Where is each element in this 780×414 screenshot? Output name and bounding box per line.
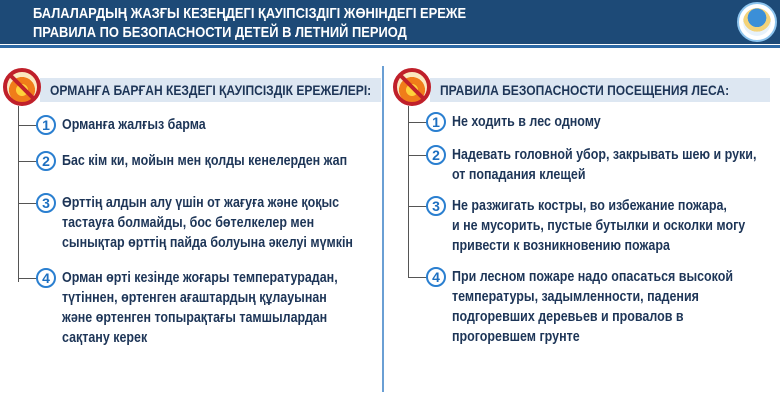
no-fire-icon [3,68,41,106]
tree-branch [18,203,38,204]
item-text: түтіннен, өртенген ағаштардың құлауынан [62,290,327,306]
number-badge: 4 [426,267,446,287]
tree-branch [18,161,38,162]
right-section-title: ПРАВИЛА БЕЗОПАСНОСТИ ПОСЕЩЕНИЯ ЛЕСА: [440,82,730,98]
no-fire-icon [393,68,431,106]
tree-branch [408,122,428,123]
number-badge: 1 [36,115,56,135]
header-divider [0,45,780,48]
title-ru: ПРАВИЛА ПО БЕЗОПАСНОСТИ ДЕТЕЙ В ЛЕТНИЙ ПЕРИОД [33,24,407,41]
item-text: сынықтар өрттің пайда болуына әкелуі мүмкін [62,235,353,251]
column-divider [382,66,384,392]
number-badge: 2 [426,145,446,165]
left-section-title: ОРМАНҒА БАРҒАН КЕЗДЕГІ ҚАУІПСІЗДІК ЕРЕЖЕЛЕРІ: [50,82,372,98]
right-section-header [430,78,770,102]
item-text: Бас кім ки, мойын мен қолды кенелерден жап [62,153,348,169]
item-text: сақтану керек [62,330,148,346]
item-text: и не мусорить, пустые бутылки и осколки могу [452,218,746,234]
tree-branch [408,206,428,207]
item-text: подгоревших деревьев и провалов в [452,309,684,325]
item-text: Орманға жалғыз барма [62,117,206,133]
tree-line [18,106,19,282]
tree-branch [408,155,428,156]
tree-branch [18,125,38,126]
number-badge: 4 [36,268,56,288]
tree-branch [18,278,38,279]
number-badge: 2 [36,151,56,171]
item-text: от попадания клещей [452,167,586,183]
title-kz: БАЛАЛАРДЫҢ ЖАЗҒЫ КЕЗЕҢДЕГІ ҚАУІПСІЗДІГІ ЖӨНІНДЕГІ ЕРЕЖЕ [33,5,467,22]
tree-line [408,106,409,278]
tree-branch [408,277,428,278]
item-text: және өртенген топырақтағы тамшылардан [62,310,328,326]
item-text: Не ходить в лес одному [452,114,601,130]
item-text: Надевать головной убор, закрывать шею и руки, [452,147,757,163]
item-text: Орман өрті кезінде жоғары температурадан, [62,270,338,286]
header [0,0,780,44]
item-text: Өрттің алдын алу үшін от жағуға және қоқыс [62,195,340,211]
number-badge: 3 [426,196,446,216]
emblem-logo-icon [737,2,777,42]
item-text: температуры, задымленности, падения [452,289,699,305]
number-badge: 3 [36,193,56,213]
item-text: тастауға болмайды, бос бөтелкелер мен [62,215,315,231]
number-badge: 1 [426,112,446,132]
item-text: Не разжигать костры, во избежание пожара, [452,198,727,214]
item-text: привести к возникновению пожара [452,238,670,254]
left-section-header [40,78,381,102]
item-text: прогоревшем грунте [452,329,580,345]
item-text: При лесном пожаре надо опасаться высокой [452,269,734,285]
